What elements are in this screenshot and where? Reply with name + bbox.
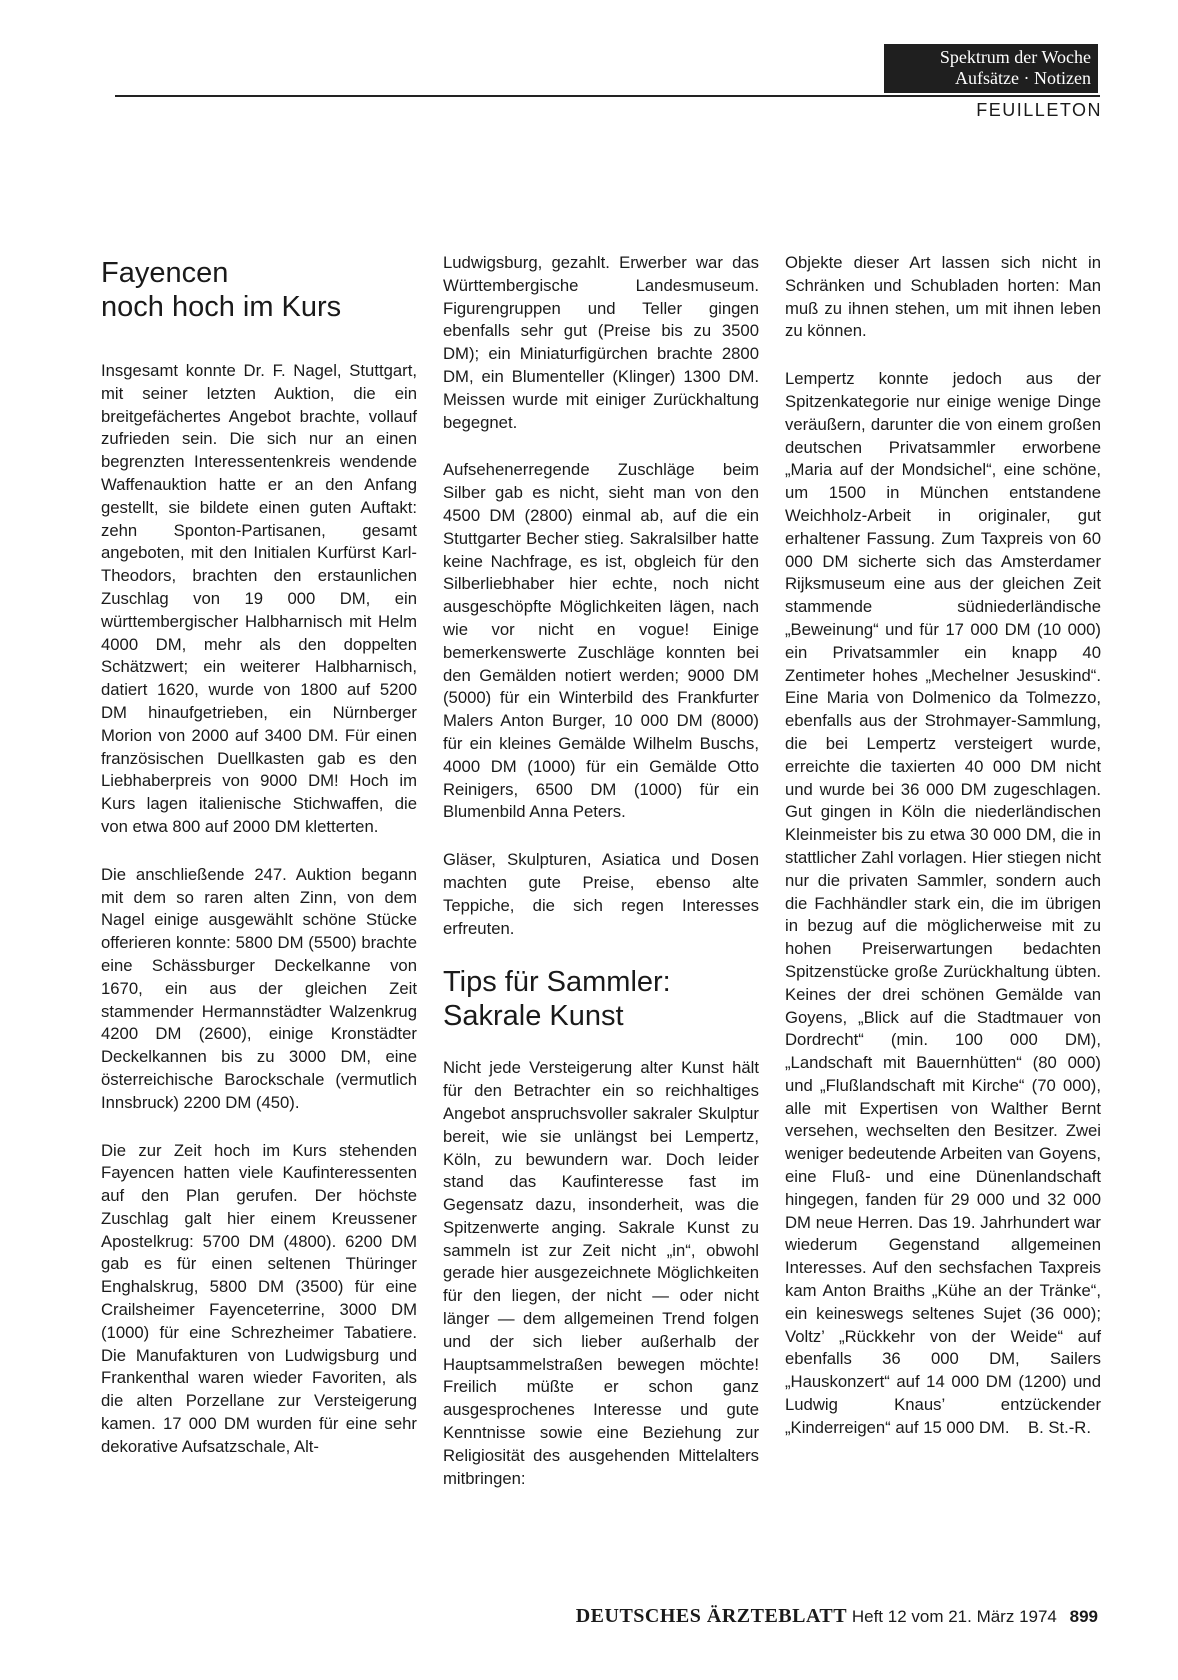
article-1-paragraph-6: Gläser, Skulpturen, Asiatica und Dosen machten gute Preise, ebenso alte Teppiche, die sich regen Interesses erfreuten. bbox=[443, 850, 759, 938]
article-1-title-line-2: noch hoch im Kurs bbox=[101, 291, 342, 323]
column-3 bbox=[785, 252, 1101, 1465]
section-label: FEUILLETON bbox=[976, 100, 1102, 120]
article-2-paragraph-3-text: Lempertz konnte jedoch aus der Spitzenkategorie nur einige wenige Dinge veräußern, darunter die von einem großen deutschen Privatsammler erworbene „Maria auf der Mondsichel“, eine schöne, um 1500 in München entstandene Weichholz-Arbeit in originaler, gut erhaltener Fassung. Zum Taxpreis von 60 000 DM sicherte sich das Amsterdamer Rijksmuseum eine aus der gleichen Zeit stammende südniederländische „Beweinung“ und für 17 000 DM (10 000) ein Privatsammler ein knapp 40 Zentimeter hohes „Mechelner Jesuskind“. Eine Maria von Dolmenico da Tolmezzo, ebenfalls aus der Strohmayer-Sammlung, die bei Lempertz versteigert wurde, erreichte die taxierten 40 000 DM nicht und wurde bei 36 000 DM zugeschlagen. Gut gingen in Köln die niederländischen Kleinmeister bis zu etwa 30 000 DM, die in stattlicher Zahl vorlagen. Hier stiegen nicht nur die privaten Sammler, sondern auch die Fachhändler stark ein, die im übrigen in bezug auf die möglicherweise mit zu hohen Preiserwartungen bedachten Spitzenstücke große Zurückhaltung übten. Keines der drei schönen Gemälde van Goyens, „Blick auf die Stadtmauer von Dordrecht“ (min. 100 000 DM), „Landschaft mit Bauernhütten“ (80 000) und „Flußlandschaft mit Kirche“ (70 000), alle mit Expertisen von Walther Bernt versehen, wechselten den Besitzer. Zwei weniger bedeutende Arbeiten van Goyens, eine Fluß- und eine Dünenlandschaft hingegen, fanden für 29 000 und 32 000 DM neue Herren. Das 19. Jahrhundert war wiederum Gegenstand allgemeinen Interesses. Auf den sechsfachen Taxpreis kam Anton Braiths „Kühe an der Tränke“, ein keineswegs seltenes Sujet (36 000); Voltz’ „Rückkehr von der Weide“ auf ebenfalls 36 000 DM, Sailers „Hauskonzert“ auf 14 000 DM (1200) und Ludwig Knaus’ entzückender „Kinderreigen“ auf 15 000 DM. bbox=[785, 369, 1101, 1437]
article-1-title-line-1: Fayencen bbox=[101, 257, 229, 289]
article-1-paragraph-5: Aufsehenerregende Zuschläge beim Silber gab es nicht, sieht man von den 4500 DM (2800) einmal ab, auf die ein Stuttgarter Becher stieg. Sakralsilber hatte keine Nachfrage, es ist, obgleich für den Silberliebhaber hier echte, noch nicht ausgeschöpfte Möglichkeiten lägen, nach wie vor nicht en vogue! Einige bemerkenswerte Zuschläge konnten bei den Gemälden notiert werden; 9000 DM (5000) für ein Winterbild des Frankfurter Malers Anton Burger, 10 000 DM (8000) für ein kleines Gemälde Wilhelm Buschs, 4000 DM (1000) für ein Gemälde Otto Reinigers, 6500 DM (1000) für ein Blumenbild Anna Peters. bbox=[443, 460, 759, 822]
article-1-paragraph-4: Ludwigsburg, gezahlt. Erwerber war das Württembergische Landesmuseum. Figurengruppen und Teller gingen ebenfalls sehr gut (Preise bis zu 3500 DM); ein Miniaturfigürchen brachte 2800 DM, ein Blumenteller (Klinger) 1300 DM. Meissen wurde mit einiger Zurückhaltung begegnet. bbox=[443, 253, 759, 432]
article-2-paragraph-1: Nicht jede Versteigerung alter Kunst hält für den Betrachter ein so reichhaltiges Angebot anspruchsvoller sakraler Skulptur bereit, wie sie unlängst bei Lempertz, Köln, zu bewundern war. Doch leider stand das Kaufinteresse fast im Gegensatz dazu, insonderheit, was die Spitzenwerte anging. Sakrale Kunst zu sammeln ist zur Zeit nicht „in“, obwohl gerade hier ausgezeichnete Möglichkeiten für den liegen, der nicht — oder nicht länger — dem allgemeinen Trend folgen und der sich lieber außerhalb der Hauptsammelstraßen bewegen möchte! Freilich müßte er schon ganz ausgesprochenes Interesse und gute Kenntnisse sowie eine Beziehung zur Religiosität des ausgehenden Mittelalters mitbringen: bbox=[443, 1058, 759, 1488]
article-2-title-line-2: Sakrale Kunst bbox=[443, 1000, 624, 1033]
article-1-paragraph-3: Die zur Zeit hoch im Kurs stehenden Fayencen hatten viele Kaufinteressenten auf den Plan gerufen. Der höchste Zuschlag galt hier einem Kreussener Apostelkrug: 5700 DM (4800). 6200 DM gab es für einen seltenen Thüringer Enghalskrug, 5800 DM (3500) für eine Crailsheimer Fayenceterrine, 3000 DM (1000) für eine Schrezheimer Tabatiere. Die Manufakturen von Ludwigsburg und Frankenthal waren wieder Favoriten, als die alten Porzellane zur Versteigerung kamen. 17 000 DM wurden für eine sehr dekorative Aufsatzschale, Alt- bbox=[101, 1140, 417, 1456]
column-2 bbox=[443, 252, 759, 1515]
header-rule bbox=[115, 95, 1100, 97]
journal-name: DEUTSCHES ÄRZTEBLATT bbox=[575, 1605, 848, 1627]
page-number: 899 bbox=[1069, 1607, 1098, 1626]
article-1-title bbox=[101, 256, 417, 324]
article-2-title-line-1: Tips für Sammler: bbox=[443, 966, 671, 999]
article-2-paragraph-3 bbox=[785, 368, 1101, 1439]
issue-info: Heft 12 vom 21. März 1974 bbox=[851, 1607, 1057, 1626]
article-1-paragraph-1: Insgesamt konnte Dr. F. Nagel, Stuttgart, mit seiner letzten Auktion, die ein breitgefächertes Angebot brachte, vollauf zufrieden sein. Die sich nur an einen begrenzten Interessentenkreis wendende Waffenauktion hatte er an den Anfang gestellt, sie bildete einen guten Auftakt: zehn Sponton-Partisanen, gesamt angeboten, mit den Initialen Kurfürst Karl-Theodors, brachten den erstaunlichen Zuschlag von 19 000 DM, ein württembergischer Halbharnisch mit Helm 4000 DM, mehr als den doppelten Schätzwert; ein weiterer Halbharnisch, datiert 1620, wurde von 1800 auf 5200 DM hinaufgetrieben, ein Nürnberger Morion von 2000 auf 3400 DM. Für einen französischen Duellkasten gab es den Liebhaberpreis von 9000 DM! Hoch im Kurs lagen italienische Stichwaffen, die von etwa 800 auf 2000 DM kletterten. bbox=[101, 361, 417, 836]
column-1 bbox=[101, 256, 417, 1484]
article-1-paragraph-2: Die anschließende 247. Auktion begann mit dem so raren alten Zinn, von dem Nagel einige ausgewählt schöne Stücke offerieren konnte: 5800 DM (5500) brachte eine Schässburger Deckelkanne von 1670, ein aus der gleichen Zeit stammender Hermannstädter Walzenkrug 4200 DM (2600), einige Kronstädter Deckelkannen bis zu 3000 DM, eine österreichische Barockschale (vermutlich Innsbruck) 2200 DM (450). bbox=[101, 864, 417, 1112]
author-signature: B. St.-R. bbox=[1027, 1417, 1091, 1437]
article-2-paragraph-2: Objekte dieser Art lassen sich nicht in Schränken und Schubladen horten: Man muß zu ihnen stehen, um mit ihnen leben zu können. bbox=[785, 253, 1101, 341]
page-footer bbox=[576, 1605, 1098, 1628]
article-2-title bbox=[443, 965, 759, 1033]
section-badge bbox=[884, 44, 1098, 93]
badge-line-1: Spektrum der Woche bbox=[939, 47, 1091, 67]
badge-line-2: Aufsätze · Notizen bbox=[955, 68, 1091, 88]
